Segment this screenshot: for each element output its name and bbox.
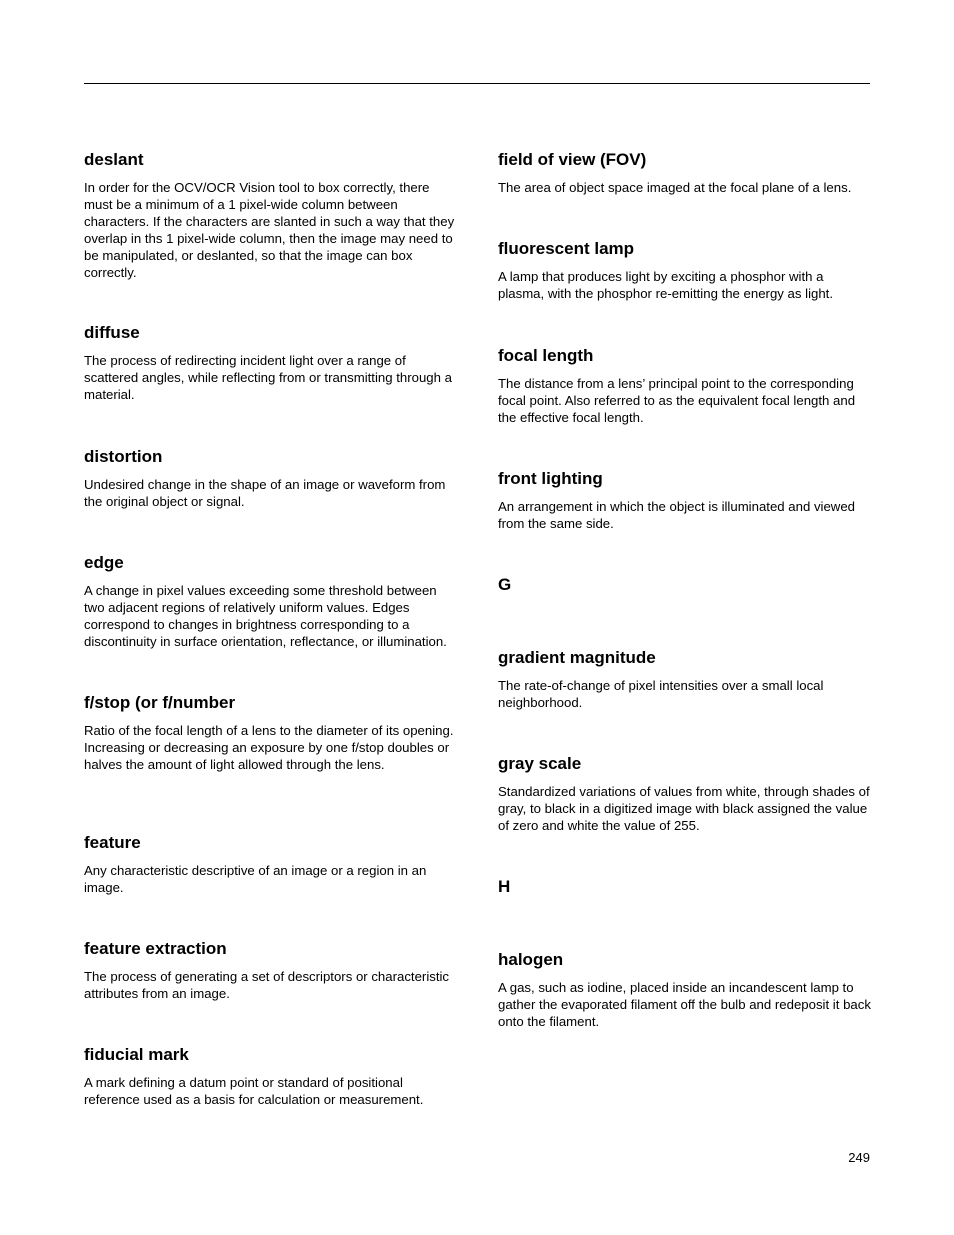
glossary-term: f/stop (or f/number (84, 693, 236, 712)
glossary-definition: The distance from a lens’ principal point to the corresponding focal point. Also referred to as the equivalent focal length and the effective focal length. (498, 376, 856, 425)
glossary-term: focal length (498, 346, 594, 365)
glossary-term: gradient magnitude (498, 648, 656, 667)
glossary-definition: Any characteristic descriptive of an image or a region in an image. (84, 863, 427, 895)
glossary-entry-gray-scale (498, 754, 872, 834)
glossary-entry-fluorescent-lamp (498, 239, 872, 302)
glossary-term: feature extraction (84, 939, 227, 958)
glossary-term: field of view (FOV) (498, 150, 647, 169)
header-rule (84, 83, 870, 84)
glossary-term: feature (84, 833, 141, 852)
glossary-definition: A gas, such as iodine, placed inside an incandescent lamp to gather the evaporated filament off the bulb and redeposit it back onto the filament. (498, 980, 871, 1029)
glossary-term: fluorescent lamp (498, 239, 635, 258)
glossary-definition: The process of redirecting incident light over a range of scattered angles, while reflecting from or transmitting through a material. (84, 353, 452, 402)
glossary-definition: Standardized variations of values from white, through shades of gray, to black in a digitized image with black assigned the value of zero and white the value of 255. (498, 784, 870, 833)
glossary-entry-diffuse (84, 323, 458, 403)
glossary-definition: The area of object space imaged at the focal plane of a lens. (498, 180, 852, 195)
glossary-entry-halogen (498, 950, 872, 1030)
glossary-term: diffuse (84, 323, 140, 342)
glossary-definition: A change in pixel values exceeding some threshold between two adjacent regions of relatively uniform values. Edges correspond to changes in brightness corresponding to a discontinuity in surface orientation, reflectance, or illumination. (84, 583, 447, 649)
glossary-entry-front-lighting (498, 469, 872, 532)
glossary-definition: A lamp that produces light by exciting a phosphor with a plasma, with the phosphor re-emitting the energy as light. (498, 269, 833, 301)
glossary-entry-edge (84, 553, 458, 650)
glossary-term: deslant (84, 150, 144, 169)
glossary-definition: A mark defining a datum point or standard of positional reference used as a basis for calculation or measurement. (84, 1075, 424, 1107)
section-letter: H (498, 877, 511, 896)
glossary-term: halogen (498, 950, 564, 969)
glossary-entry-fiducial-mark (84, 1045, 458, 1108)
glossary-entry-distortion (84, 447, 458, 510)
section-letter: G (498, 575, 512, 594)
glossary-term: distortion (84, 447, 163, 466)
glossary-entry-deslant (84, 150, 458, 281)
glossary-definition: Undesired change in the shape of an image or waveform from the original object or signal. (84, 477, 446, 509)
glossary-definition: Ratio of the focal length of a lens to the diameter of its opening. Increasing or decreasing an exposure by one f/stop doubles or halves the amount of light allowed through the lens. (84, 723, 454, 772)
section-letter-h (498, 877, 872, 897)
glossary-entry-feature (84, 833, 458, 896)
glossary-entry-focal-length (498, 346, 872, 426)
glossary-entry-gradient-magnitude (498, 648, 872, 711)
glossary-term: gray scale (498, 754, 582, 773)
glossary-entry-feature-extraction (84, 939, 458, 1002)
glossary-entry-field-of-view (498, 150, 872, 196)
page-number: 249 (848, 1150, 870, 1165)
glossary-term: edge (84, 553, 124, 572)
glossary-definition: The process of generating a set of descriptors or characteristic attributes from an image. (84, 969, 450, 1001)
glossary-term: front lighting (498, 469, 603, 488)
section-letter-g (498, 575, 872, 595)
glossary-definition: An arrangement in which the object is illuminated and viewed from the same side. (498, 499, 855, 531)
glossary-definition: In order for the OCV/OCR Vision tool to box correctly, there must be a minimum of a 1 pixel-wide column between characters. If the characters are slanted in such a way that they overlap in ths 1 pixel-wide column, then the image may need to be manipulated, or deslanted, so that the image can box correctly. (84, 180, 455, 280)
glossary-entry-fstop (84, 693, 458, 773)
glossary-term: fiducial mark (84, 1045, 189, 1064)
glossary-definition: The rate-of-change of pixel intensities over a small local neighborhood. (498, 678, 824, 710)
